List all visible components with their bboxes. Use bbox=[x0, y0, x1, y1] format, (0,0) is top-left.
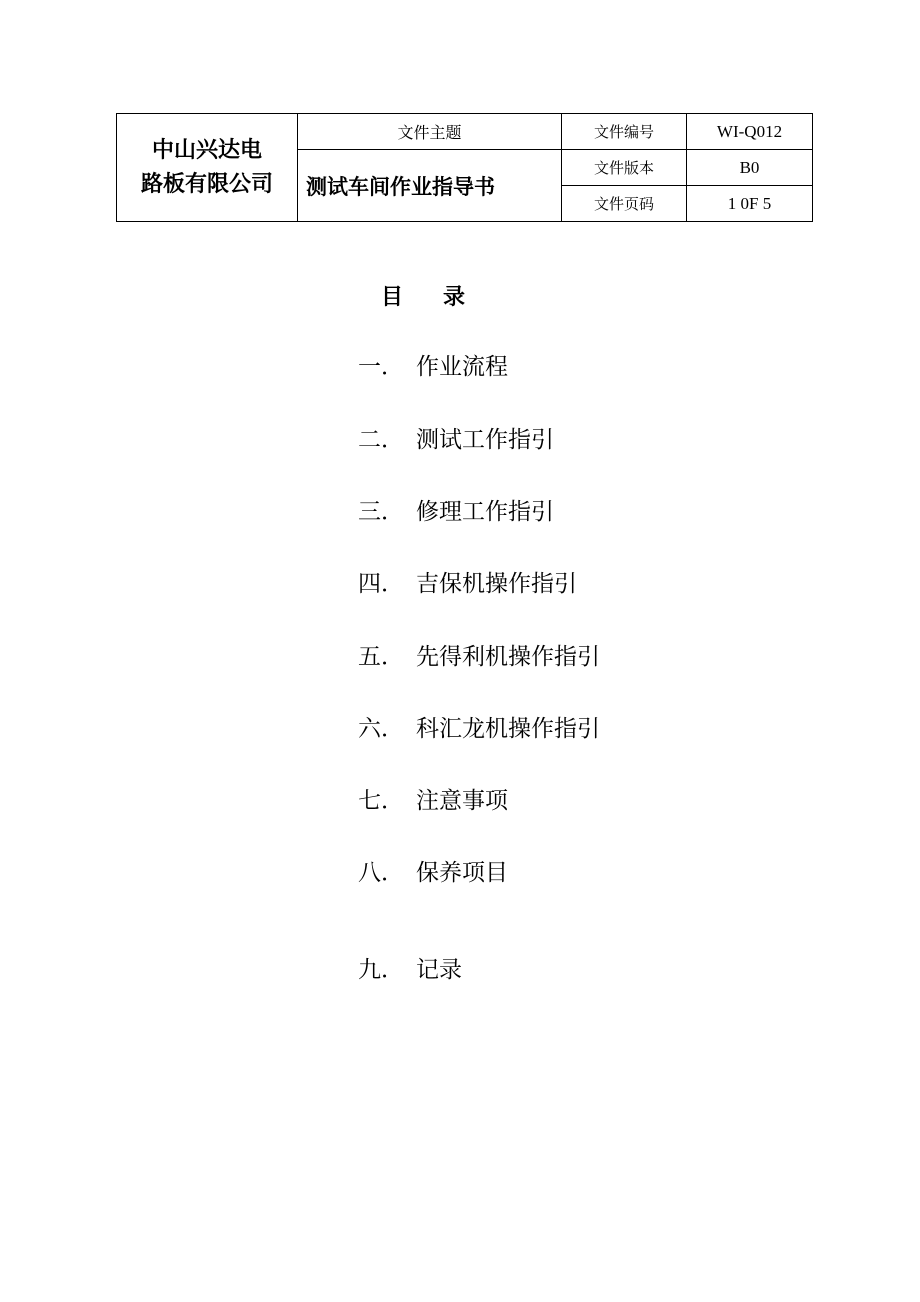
toc-item bbox=[358, 955, 462, 985]
toc-item-number: 二． bbox=[358, 427, 404, 453]
toc-item-number: 一． bbox=[358, 354, 404, 380]
toc-item bbox=[358, 569, 577, 599]
toc-item-label: 作业流程 bbox=[416, 354, 508, 380]
subject-label: 文件主题 bbox=[298, 114, 562, 150]
document-header-table bbox=[116, 113, 813, 222]
toc-item-label: 先得利机操作指引 bbox=[416, 644, 600, 670]
toc-item-number: 四． bbox=[358, 571, 404, 597]
toc-item-number: 六． bbox=[358, 716, 404, 742]
toc-item bbox=[358, 425, 554, 455]
toc-item bbox=[358, 642, 600, 672]
toc-item-label: 记录 bbox=[416, 957, 462, 983]
toc-item-label: 保养项目 bbox=[416, 860, 508, 886]
version-label: 文件版本 bbox=[562, 150, 687, 186]
version-value: B0 bbox=[687, 150, 813, 186]
toc-item-number: 五． bbox=[358, 644, 404, 670]
doc-number-label: 文件编号 bbox=[562, 114, 687, 150]
toc-item bbox=[358, 497, 554, 527]
company-name-line2: 路板有限公司 bbox=[140, 171, 273, 197]
page-label: 文件页码 bbox=[562, 186, 687, 222]
toc-item-label: 吉保机操作指引 bbox=[416, 571, 577, 597]
toc-item-label: 注意事项 bbox=[416, 788, 508, 814]
toc-item bbox=[358, 714, 600, 744]
doc-number-value: WI-Q012 bbox=[687, 114, 813, 150]
toc-item-number: 七． bbox=[358, 788, 404, 814]
toc-title: 目录 bbox=[380, 285, 505, 310]
toc-item-label: 修理工作指引 bbox=[416, 499, 554, 525]
toc-item-number: 三． bbox=[358, 499, 404, 525]
toc-item-label: 测试工作指引 bbox=[416, 427, 554, 453]
toc-item-label: 科汇龙机操作指引 bbox=[416, 716, 600, 742]
company-name-cell bbox=[117, 114, 298, 222]
toc-item bbox=[358, 858, 508, 888]
document-subject: 测试车间作业指导书 bbox=[298, 150, 562, 222]
toc-item bbox=[358, 352, 508, 382]
page-value: 1 0F 5 bbox=[687, 186, 813, 222]
toc-item-number: 九． bbox=[358, 957, 404, 983]
company-name-line1: 中山兴达电 bbox=[151, 137, 262, 163]
toc-item-number: 八． bbox=[358, 860, 404, 886]
toc-item bbox=[358, 786, 508, 816]
